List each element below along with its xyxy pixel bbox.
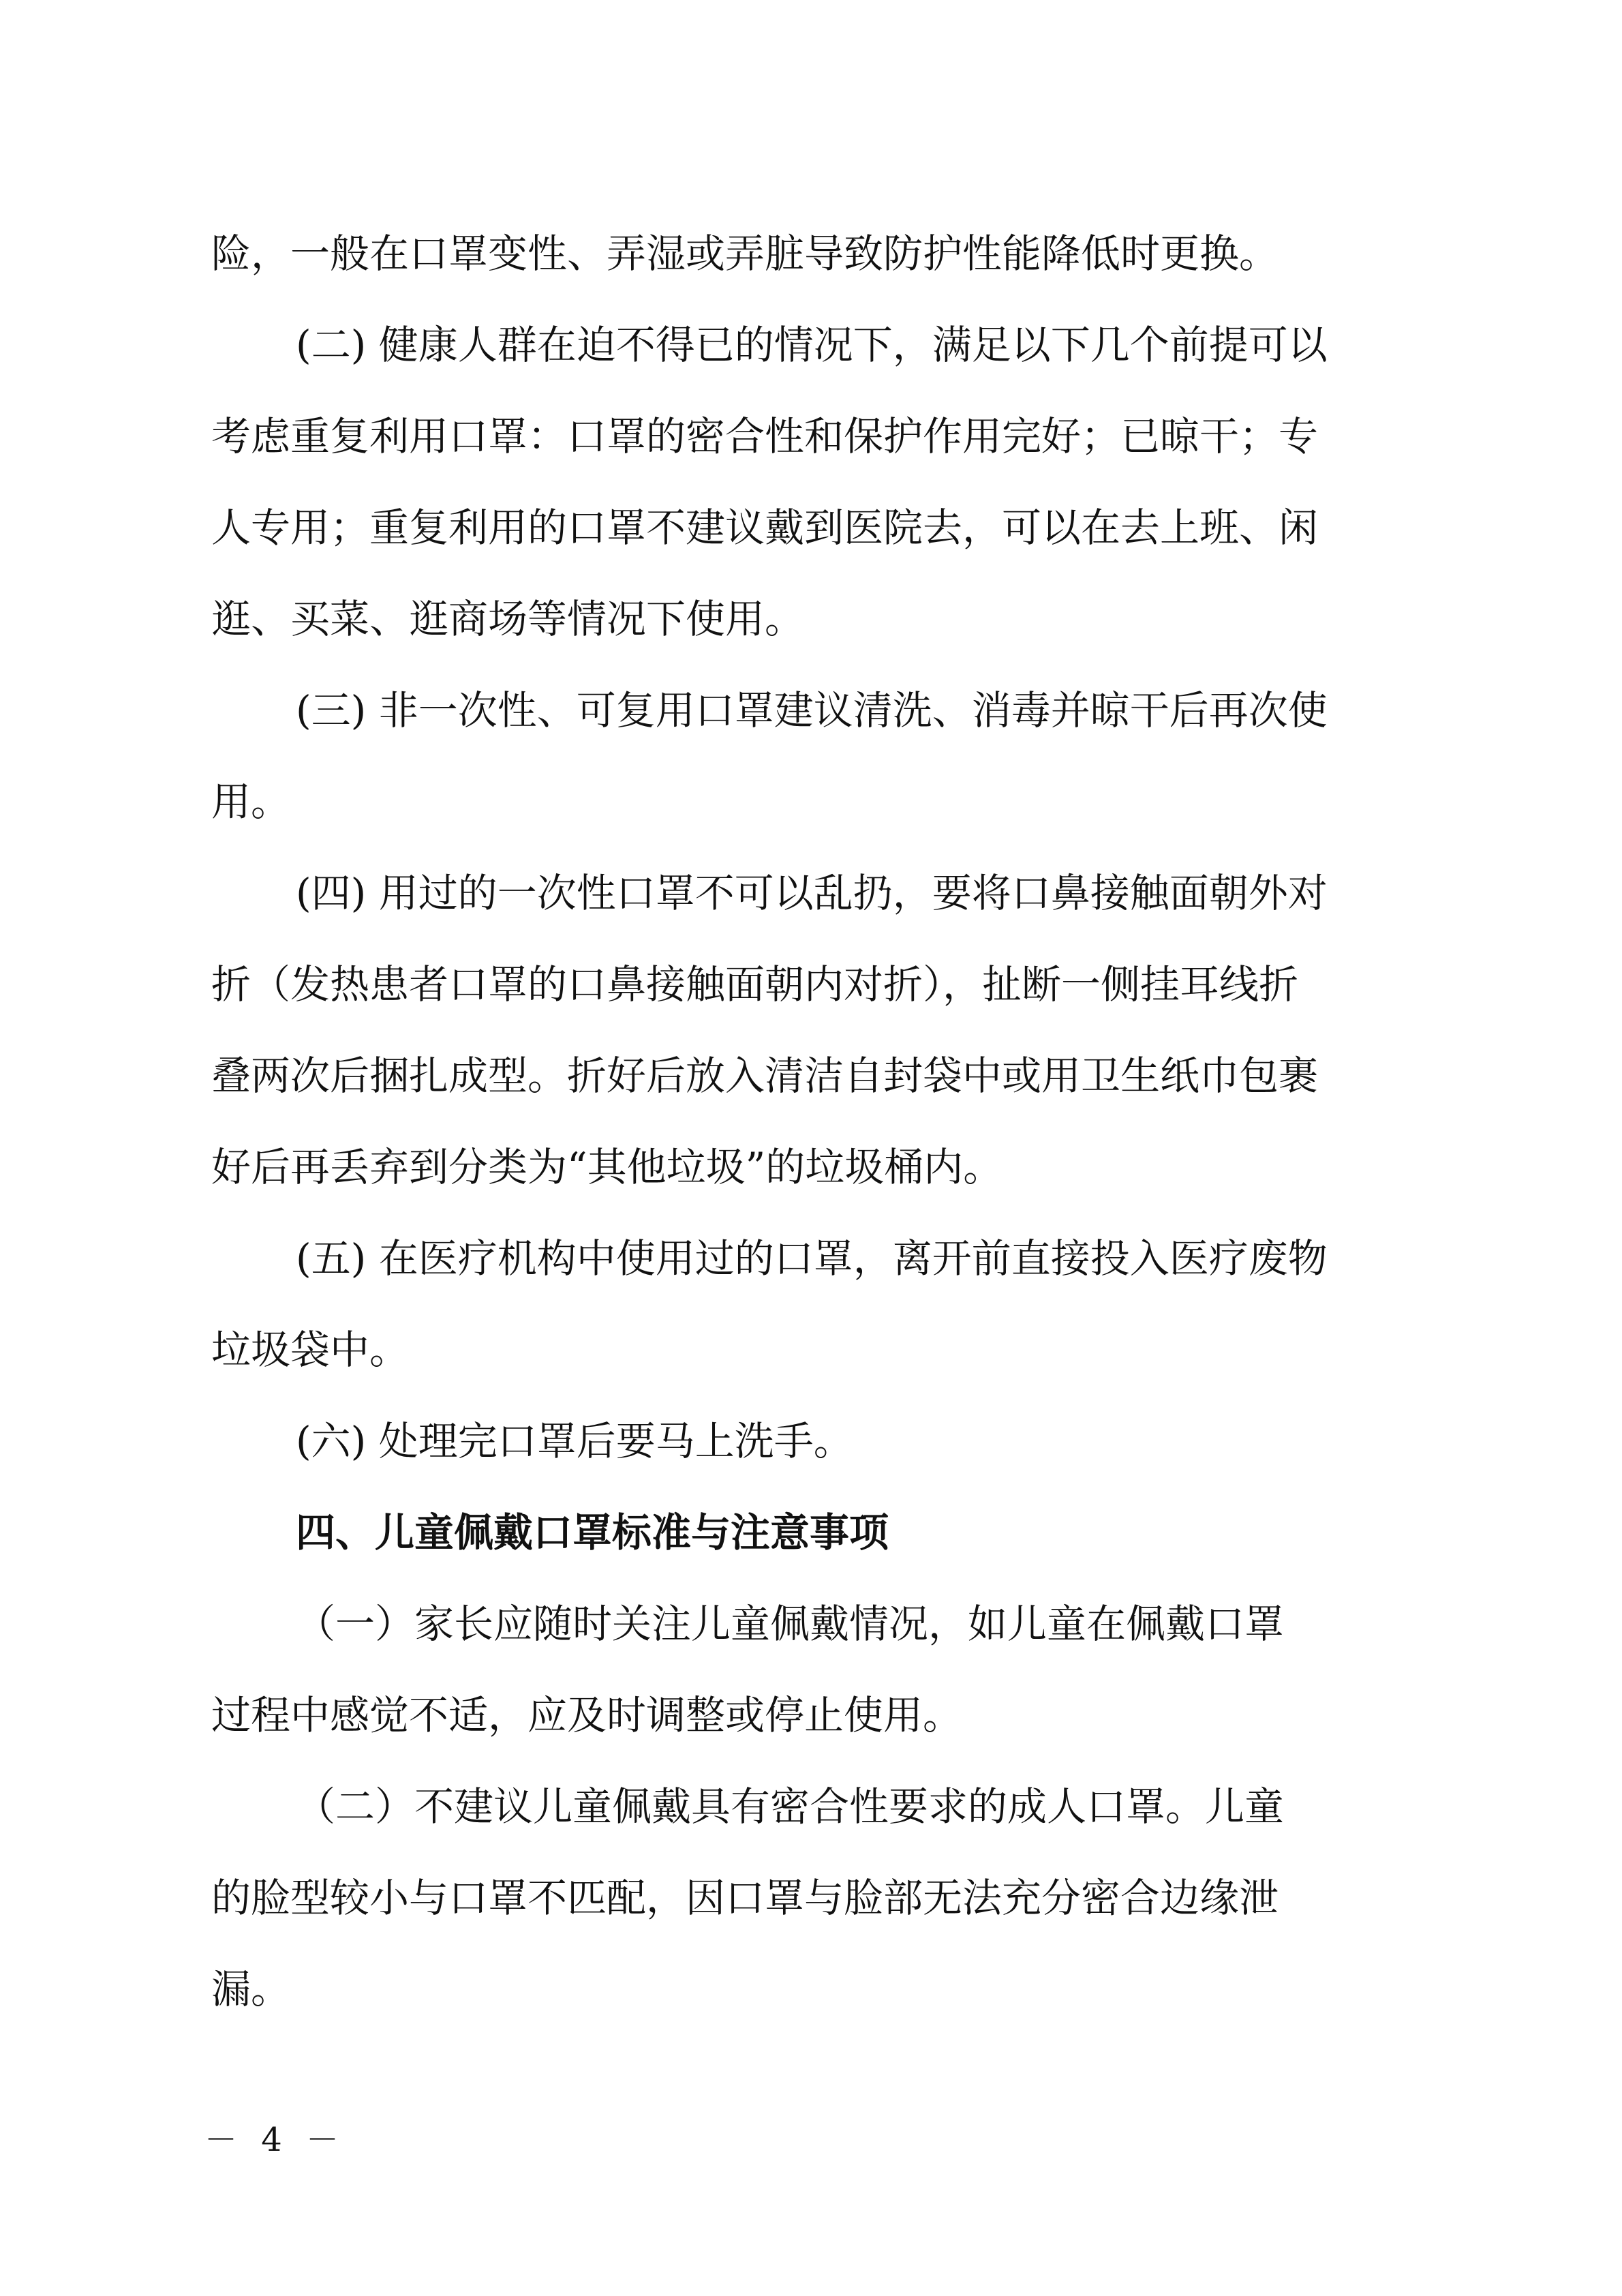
text-line-19: 的脸型较小与口罩不匹配，因口罩与脸部无法充分密合边缘泄 <box>211 1875 1279 1921</box>
page-number: － 4 － <box>204 2121 346 2159</box>
text-line-3: 考虑重复利用口罩：口罩的密合性和保护作用完好；已晾干；专 <box>211 413 1319 459</box>
text-line-5: 逛、买菜、逛商场等情况下使用。 <box>211 596 805 642</box>
text-line-12: (五) 在医疗机构中使用过的口罩，离开前直接投入医疗废物 <box>296 1235 1328 1282</box>
text-line-9: 折（发热患者口罩的口鼻接触面朝内对折），扯断一侧挂耳线折 <box>211 961 1299 1008</box>
text-line-4: 人专用；重复利用的口罩不建议戴到医院去，可以在去上班、闲 <box>211 504 1319 551</box>
text-line-13: 垃圾袋中。 <box>211 1327 410 1373</box>
text-line-14: (六) 处理完口罩后要马上洗手。 <box>296 1418 853 1464</box>
text-line-1: 险，一般在口罩变性、弄湿或弄脏导致防护性能降低时更换。 <box>211 230 1279 277</box>
text-line-6: (三) 非一次性、可复用口罩建议清洗、消毒并晾干后再次使 <box>296 687 1328 734</box>
text-line-2: (二) 健康人群在迫不得已的情况下，满足以下几个前提可以 <box>296 322 1328 368</box>
text-line-20: 漏。 <box>211 1966 291 2012</box>
text-line-11: 好后再丢弃到分类为“其他垃圾”的垃圾桶内。 <box>211 1144 1003 1190</box>
text-line-18: （二）不建议儿童佩戴具有密合性要求的成人口罩。儿童 <box>296 1783 1285 1830</box>
section-heading: 四、儿童佩戴口罩标准与注意事项 <box>296 1509 889 1556</box>
text-line-8: (四) 用过的一次性口罩不可以乱扔，要将口鼻接触面朝外对 <box>296 870 1328 916</box>
text-line-7: 用。 <box>211 779 291 825</box>
document-body <box>211 208 1411 2035</box>
text-line-17: 过程中感觉不适，应及时调整或停止使用。 <box>211 1692 963 1738</box>
text-line-16: （一）家长应随时关注儿童佩戴情况，如儿童在佩戴口罩 <box>296 1601 1285 1647</box>
text-line-10: 叠两次后捆扎成型。折好后放入清洁自封袋中或用卫生纸巾包裹 <box>211 1053 1319 1099</box>
